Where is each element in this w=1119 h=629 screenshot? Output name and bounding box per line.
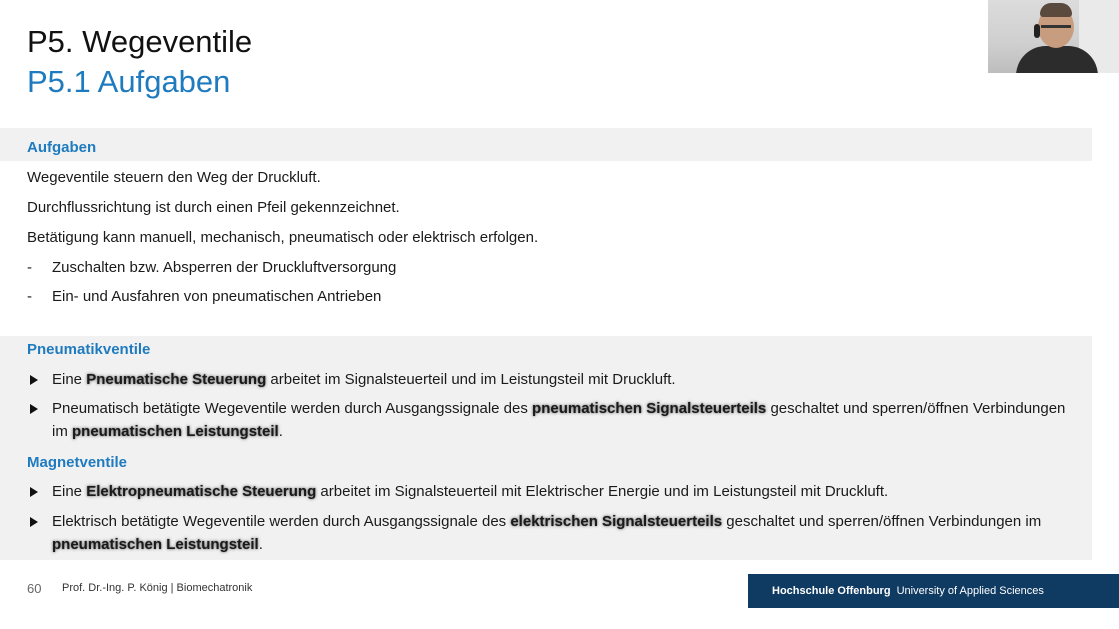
- section-heading-magnetventile: Magnetventile: [27, 454, 128, 471]
- headset-icon: [1034, 24, 1040, 38]
- keyword: pneumatischen Leistungsteil: [52, 536, 259, 553]
- bullet-triangle-icon: [30, 404, 38, 414]
- slide-subtitle: P5.1 Aufgaben: [27, 64, 231, 99]
- footer-author: Prof. Dr.-Ing. P. König | Biomechatronik: [62, 582, 253, 594]
- page-number: 60: [27, 581, 42, 596]
- bullet-text: Eine Elektropneumatische Steuerung arbeitet im Signalsteuerteil mit Elektrischer Energie und im Leistungsteil mit Druckluft.: [52, 483, 889, 500]
- dash-item: Zuschalten bzw. Absperren der Druckluftversorgung: [52, 259, 397, 276]
- dash-marker: -: [27, 259, 32, 276]
- institution-subtitle: University of Applied Sciences: [896, 585, 1044, 597]
- dash-item: Ein- und Ausfahren von pneumatischen Antrieben: [52, 288, 382, 305]
- dash-marker: -: [27, 288, 32, 305]
- section-heading-pneumatikventile: Pneumatikventile: [27, 341, 151, 358]
- slide-title: P5. Wegeventile: [27, 24, 253, 59]
- keyword: pneumatischen Signalsteuerteils: [532, 400, 767, 417]
- webcam-video: [988, 0, 1119, 73]
- text-line: Durchflussrichtung ist durch einen Pfeil gekennzeichnet.: [27, 199, 400, 216]
- bullet-text: Pneumatisch betätigte Wegeventile werden durch Ausgangssignale des pneumatischen Signalsteuerteils geschaltet und sperren/öffnen Verbindungen im pneumatischen Leistungsteil.: [52, 400, 1066, 440]
- section-heading-aufgaben: Aufgaben: [27, 139, 97, 156]
- bullet-text: Elektrisch betätigte Wegeventile werden durch Ausgangssignale des elektrischen Signalsteuerteils geschaltet und sperren/öffnen Verbindungen im pneumatischen Leistungsteil.: [52, 513, 1042, 553]
- institution-name: Hochschule Offenburg: [772, 585, 891, 597]
- bullet-triangle-icon: [30, 487, 38, 497]
- footer-institution-bar: [748, 574, 1119, 608]
- keyword: Pneumatische Steuerung: [86, 371, 267, 388]
- keyword: pneumatischen Leistungsteil: [72, 423, 279, 440]
- keyword: Elektropneumatische Steuerung: [86, 483, 317, 500]
- keyword: elektrischen Signalsteuerteils: [510, 513, 723, 530]
- section-band-aufgaben: [0, 128, 1092, 161]
- text-line: Wegeventile steuern den Weg der Druckluft.: [27, 169, 321, 186]
- bullet-triangle-icon: [30, 375, 38, 385]
- text-line: Betätigung kann manuell, mechanisch, pneumatisch oder elektrisch erfolgen.: [27, 229, 539, 246]
- bullet-text: Eine Pneumatische Steuerung arbeitet im Signalsteuerteil und im Leistungsteil mit Druckluft.: [52, 371, 676, 388]
- bullet-triangle-icon: [30, 517, 38, 527]
